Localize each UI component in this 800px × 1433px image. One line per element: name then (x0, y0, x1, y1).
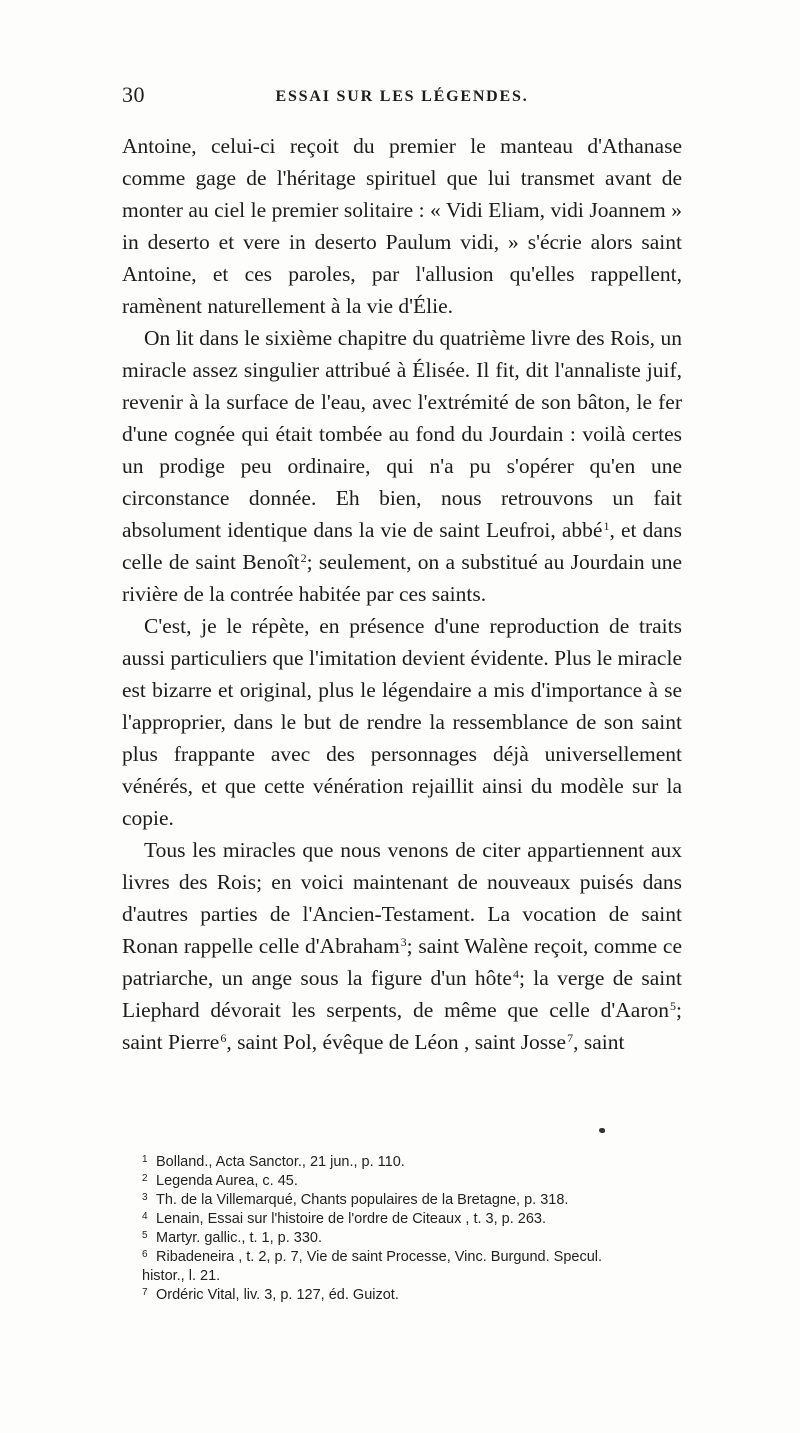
paragraph-text: , saint Pol, évêque de Léon , saint Josse (226, 1030, 567, 1054)
paragraph-text: ; la verge de saint Liephard dévorait les serpents, de même que celle d'Aaron (122, 966, 683, 1022)
footnote-mark: 6 (142, 1249, 148, 1260)
paragraph-text: Antoine, celui-ci reçoit du premier le manteau d'Athanase comme gage de l'héritage spirituel que lui transmet avant de monter au ciel le premier solitaire : « Vidi Eliam, vidi Joannem » in deserto et vere in deserto Paulum vidi, » s'écrie alors saint Antoine, et ces paroles, par l'allusion qu'elles rappellent, ramènent naturellement à la vie d'Élie. (122, 134, 682, 318)
paragraph-1 (122, 130, 682, 322)
footnote-text: Ribadeneira , t. 2, p. 7, Vie de saint Processe, Vinc. Burgund. Specul. (156, 1249, 603, 1265)
footnote-mark: 1 (142, 1154, 148, 1165)
footnote-text: Lenain, Essai sur l'histoire de l'ordre de Citeaux , t. 3, p. 263. (156, 1211, 546, 1227)
footnote-mark: 5 (142, 1230, 148, 1241)
footnote-4 (128, 1210, 684, 1229)
footnote-ref-5[interactable]: 5 (670, 999, 677, 1013)
footnote-ref-7[interactable]: 7 (567, 1031, 574, 1045)
footnote-2 (128, 1172, 684, 1191)
paragraph-text: On lit dans le sixième chapitre du quatrième livre des Rois, un miracle assez singulier attribué à Élisée. Il fit, dit l'annaliste juif, revenir à la surface de l'eau, avec l'extrémité de son bâton, le fer d'une cognée qui était tombée au fond du Jourdain : voilà certes un prodige peu ordinaire, qui n'a pu s'opérer qu'en une circonstance donnée. Eh bien, nous retrouvons un fait absolument identique dans la vie de saint Leufroi, abbé (122, 326, 682, 542)
footnote-5 (128, 1229, 684, 1248)
body-text (122, 130, 682, 1058)
footnote-text: Th. de la Villemarqué, Chants populaires de la Bretagne, p. 318. (156, 1192, 569, 1208)
footnote-continuation: histor., l. 21. (142, 1268, 221, 1284)
paragraph-text: ; saint Walène reçoit, comme ce patriarche, un ange sous la figure d'un hôte (122, 934, 682, 990)
paragraph-text: C'est, je le répète, en présence d'une reproduction de traits aussi particuliers que l'imitation devient évidente. Plus le miracle est bizarre et original, plus le légendaire a mis d'importance à se l'approprier, dans le but de rendre la ressemblance de son saint plus frappante avec des personnages déjà universellement vénérés, et que cette vénération rejaillit ainsi du modèle sur la copie. (122, 614, 682, 830)
paragraph-3 (122, 610, 682, 834)
footnote-1 (128, 1153, 684, 1172)
footnotes (128, 1153, 684, 1305)
footnote-ref-6[interactable]: 6 (220, 1031, 227, 1045)
footnote-text: Legenda Aurea, c. 45. (156, 1173, 298, 1189)
paragraph-2 (122, 322, 682, 610)
running-title: ESSAI SUR LES LÉGENDES. (275, 88, 529, 105)
footnote-text: Bolland., Acta Sanctor., 21 jun., p. 110. (156, 1154, 405, 1170)
footnote-ref-4[interactable]: 4 (512, 967, 519, 981)
footnote-mark: 2 (142, 1173, 148, 1184)
paragraph-text: Tous les miracles que nous venons de citer appartiennent aux livres des Rois; en voici maintenant de nouveaux puisés dans d'autres parties de l'Ancien-Testament. La vocation de saint Ronan rappelle celle d'Abraham (122, 838, 682, 958)
footnote-6 (128, 1248, 684, 1286)
footnote-3 (128, 1191, 684, 1210)
footnote-ref-1[interactable]: 1 (603, 519, 610, 533)
paragraph-text: , et dans celle de saint Benoît (122, 518, 682, 574)
paragraph-text: , saint (573, 1030, 625, 1054)
footnote-text: Martyr. gallic., t. 1, p. 330. (156, 1230, 323, 1246)
footnote-7 (128, 1286, 684, 1305)
footnote-text: Ordéric Vital, liv. 3, p. 127, éd. Guizot. (156, 1287, 399, 1303)
page-number: 30 (122, 82, 145, 107)
footnote-mark: 3 (142, 1192, 148, 1203)
footnote-mark: 4 (142, 1211, 148, 1222)
ink-speck (599, 1128, 605, 1133)
page-header (122, 82, 682, 116)
footnote-ref-3[interactable]: 3 (400, 935, 407, 949)
paragraph-text: ; seulement, on a substitué au Jourdain une rivière de la contrée habitée par ces saints. (122, 550, 682, 606)
paragraph-4 (122, 834, 682, 1058)
paragraph-text: ; saint Pierre (122, 998, 682, 1054)
footnote-mark: 7 (142, 1287, 148, 1298)
footnote-ref-2[interactable]: 2 (300, 551, 307, 565)
